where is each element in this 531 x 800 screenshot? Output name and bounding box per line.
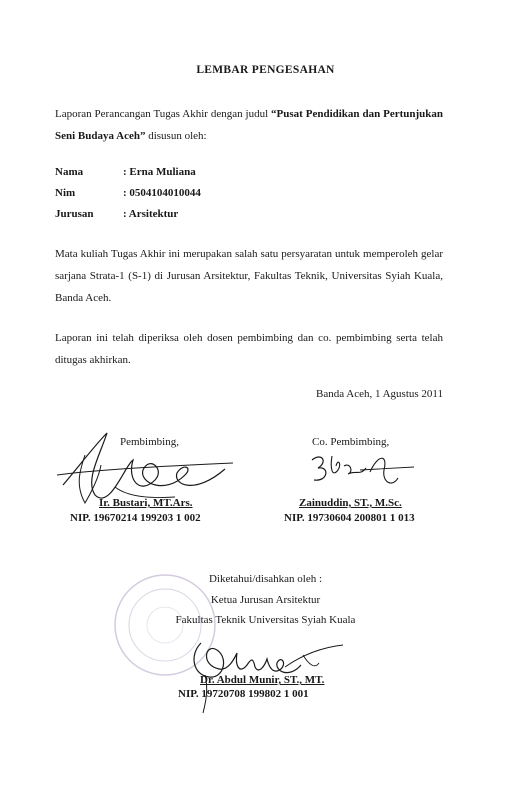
pembimbing-nip: NIP. 19670214 199203 1 002 (70, 512, 201, 524)
document-title: LEMBAR PENGESAHAN (196, 64, 335, 76)
field-value: : 0504104010044 (123, 187, 201, 199)
approval-line-3: Fakultas Teknik Universitas Syiah Kuala (175, 614, 356, 626)
pembimbing-name: Ir. Bustari, MT.Ars. (99, 497, 193, 509)
co-pembimbing-name: Zainuddin, ST., M.Sc. (299, 497, 402, 509)
co-pembimbing-label: Co. Pembimbing, (312, 436, 390, 448)
intro-paragraph (55, 103, 443, 147)
co-pembimbing-signature (308, 448, 418, 498)
paragraph-requirement: Mata kuliah Tugas Akhir ini merupakan salah satu persyaratan untuk memperoleh gelar sarjana Strata-1 (S-1) di Jurusan Arsitektur, Fakultas Teknik, Universitas Syiah Kuala, Banda Aceh. (55, 248, 443, 304)
field-label: Nim (55, 187, 76, 199)
approval-line-2: Ketua Jurusan Arsitektur (210, 594, 321, 606)
place-date: Banda Aceh, 1 Agustus 2011 (316, 388, 443, 400)
project-title: “Pusat Pendidikan dan Pertunjukan Seni Budaya Aceh” (55, 108, 443, 142)
approval-line-1: Diketahui/disahkan oleh : (208, 573, 323, 585)
intro-suffix: disusun oleh: (145, 130, 207, 142)
pembimbing-label: Pembimbing, (120, 436, 179, 448)
field-label: Nama (55, 166, 84, 178)
approval-nip: NIP. 19720708 199802 1 001 (178, 688, 309, 700)
field-value: : Arsitektur (123, 208, 179, 220)
intro-prefix: Laporan Perancangan Tugas Akhir dengan judul (55, 108, 272, 120)
co-pembimbing-nip: NIP. 19730604 200801 1 013 (284, 512, 415, 524)
paragraph-review: Laporan ini telah diperiksa oleh dosen pembimbing dan co. pembimbing serta telah ditugas akhirkan. (55, 332, 443, 366)
approval-name: Dr. Abdul Munir, ST., MT. (200, 674, 325, 686)
field-label: Jurusan (55, 208, 94, 220)
field-value: : Erna Muliana (123, 166, 196, 178)
